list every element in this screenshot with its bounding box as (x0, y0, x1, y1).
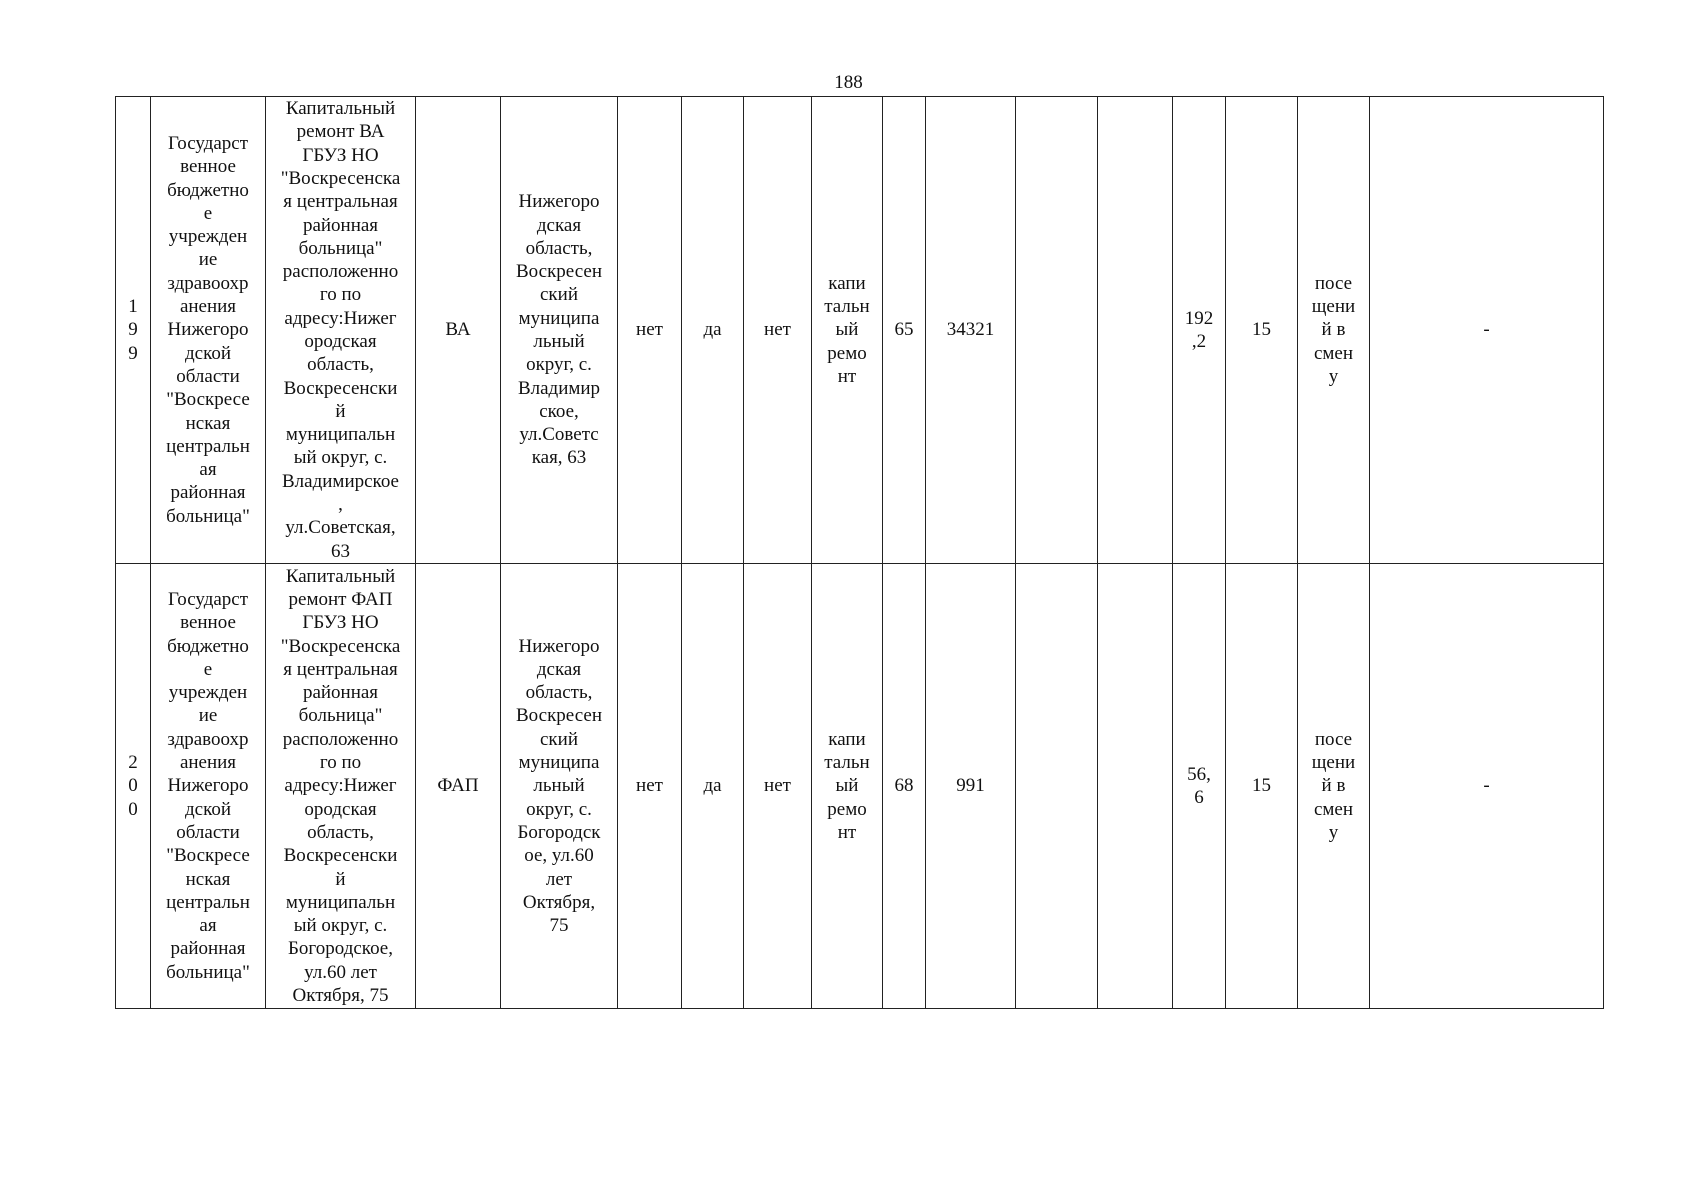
capacity-cell (1173, 97, 1226, 564)
count-value: 15 (1252, 319, 1271, 341)
address-cell (501, 564, 618, 1009)
row-number: 1 9 9 (128, 296, 138, 364)
object-name: Капитальный ремонт ФАП ГБУЗ НО "Воскресенска я центральная районная больница" расположенно го по адресу:Нижег ородская область, Воскресенски й муниципальн ый округ, с. Богородское, ул.60 лет Октября, 75 (280, 565, 401, 1007)
row-number-cell (116, 97, 151, 564)
capacity-cell (1173, 564, 1226, 1009)
object-name-cell (266, 97, 416, 564)
table-row (116, 97, 1604, 564)
facilities-table (115, 96, 1604, 1009)
table-row (116, 564, 1604, 1009)
flag-cell-3 (744, 564, 812, 1009)
flag-cell-1 (618, 564, 682, 1009)
flag-value: нет (636, 319, 663, 341)
note-value: - (1483, 319, 1490, 341)
object-address: Нижегоро дская область, Воскресен ский муниципа льный округ, с. Владимир ское, ул.Советс кая, 63 (516, 191, 602, 469)
flag-value: да (703, 319, 722, 341)
address-cell (501, 97, 618, 564)
object-name: Капитальный ремонт ВА ГБУЗ НО "Воскресенска я центральная районная больница" расположенно го по адресу:Нижег ородская область, Воскресенски й муниципальн ый округ, с. Владимирское , ул.Советская, 63 (280, 98, 401, 562)
institution-cell (151, 97, 266, 564)
empty-cell (1016, 97, 1098, 564)
note-cell (1370, 564, 1604, 1009)
flag-cell-2 (682, 97, 744, 564)
row-number-cell (116, 564, 151, 1009)
code-cell (883, 564, 926, 1009)
capacity-value: 56, 6 (1187, 763, 1211, 808)
unit-value: посе щени й в смен у (1311, 272, 1356, 387)
count-value: 15 (1252, 775, 1271, 797)
count-cell (1226, 564, 1298, 1009)
amount-cell (926, 97, 1016, 564)
work-type-cell (812, 564, 883, 1009)
object-type-cell (416, 564, 501, 1009)
flag-value: да (703, 775, 722, 797)
amount-value: 34321 (946, 319, 995, 341)
work-type-cell (812, 97, 883, 564)
code-value: 68 (894, 775, 914, 797)
count-cell (1226, 97, 1298, 564)
object-name-cell (266, 564, 416, 1009)
unit-cell (1298, 97, 1370, 564)
empty-cell (1098, 97, 1173, 564)
work-type: капи тальн ый ремо нт (824, 728, 870, 843)
object-address: Нижегоро дская область, Воскресен ский муниципа льный округ, с. Богородск ое, ул.60 лет Октября, 75 (516, 635, 602, 937)
note-value: - (1483, 775, 1490, 797)
note-cell (1370, 97, 1604, 564)
page-number: 188 (834, 72, 863, 93)
flag-value: нет (636, 775, 663, 797)
empty-cell (1098, 564, 1173, 1009)
code-cell (883, 97, 926, 564)
code-value: 65 (894, 319, 914, 341)
flag-value: нет (764, 775, 791, 797)
row-number: 2 0 0 (128, 752, 138, 820)
unit-cell (1298, 564, 1370, 1009)
object-type: ФАП (437, 775, 479, 797)
amount-cell (926, 564, 1016, 1009)
amount-value: 991 (956, 775, 985, 797)
flag-cell-3 (744, 97, 812, 564)
flag-cell-1 (618, 97, 682, 564)
flag-value: нет (764, 319, 791, 341)
capacity-value: 192 ,2 (1184, 307, 1214, 352)
object-type-cell (416, 97, 501, 564)
unit-value: посе щени й в смен у (1311, 728, 1356, 843)
institution-name: Государст венное бюджетно е учрежден ие здравоохр анения Нижегоро дской области "Воскресе нская центральн ая районная больница" (166, 588, 250, 983)
object-type: ВА (445, 319, 471, 341)
institution-name: Государст венное бюджетно е учрежден ие здравоохр анения Нижегоро дской области "Воскресе нская центральн ая районная больница" (166, 132, 250, 527)
empty-cell (1016, 564, 1098, 1009)
institution-cell (151, 564, 266, 1009)
work-type: капи тальн ый ремо нт (824, 272, 870, 387)
flag-cell-2 (682, 564, 744, 1009)
